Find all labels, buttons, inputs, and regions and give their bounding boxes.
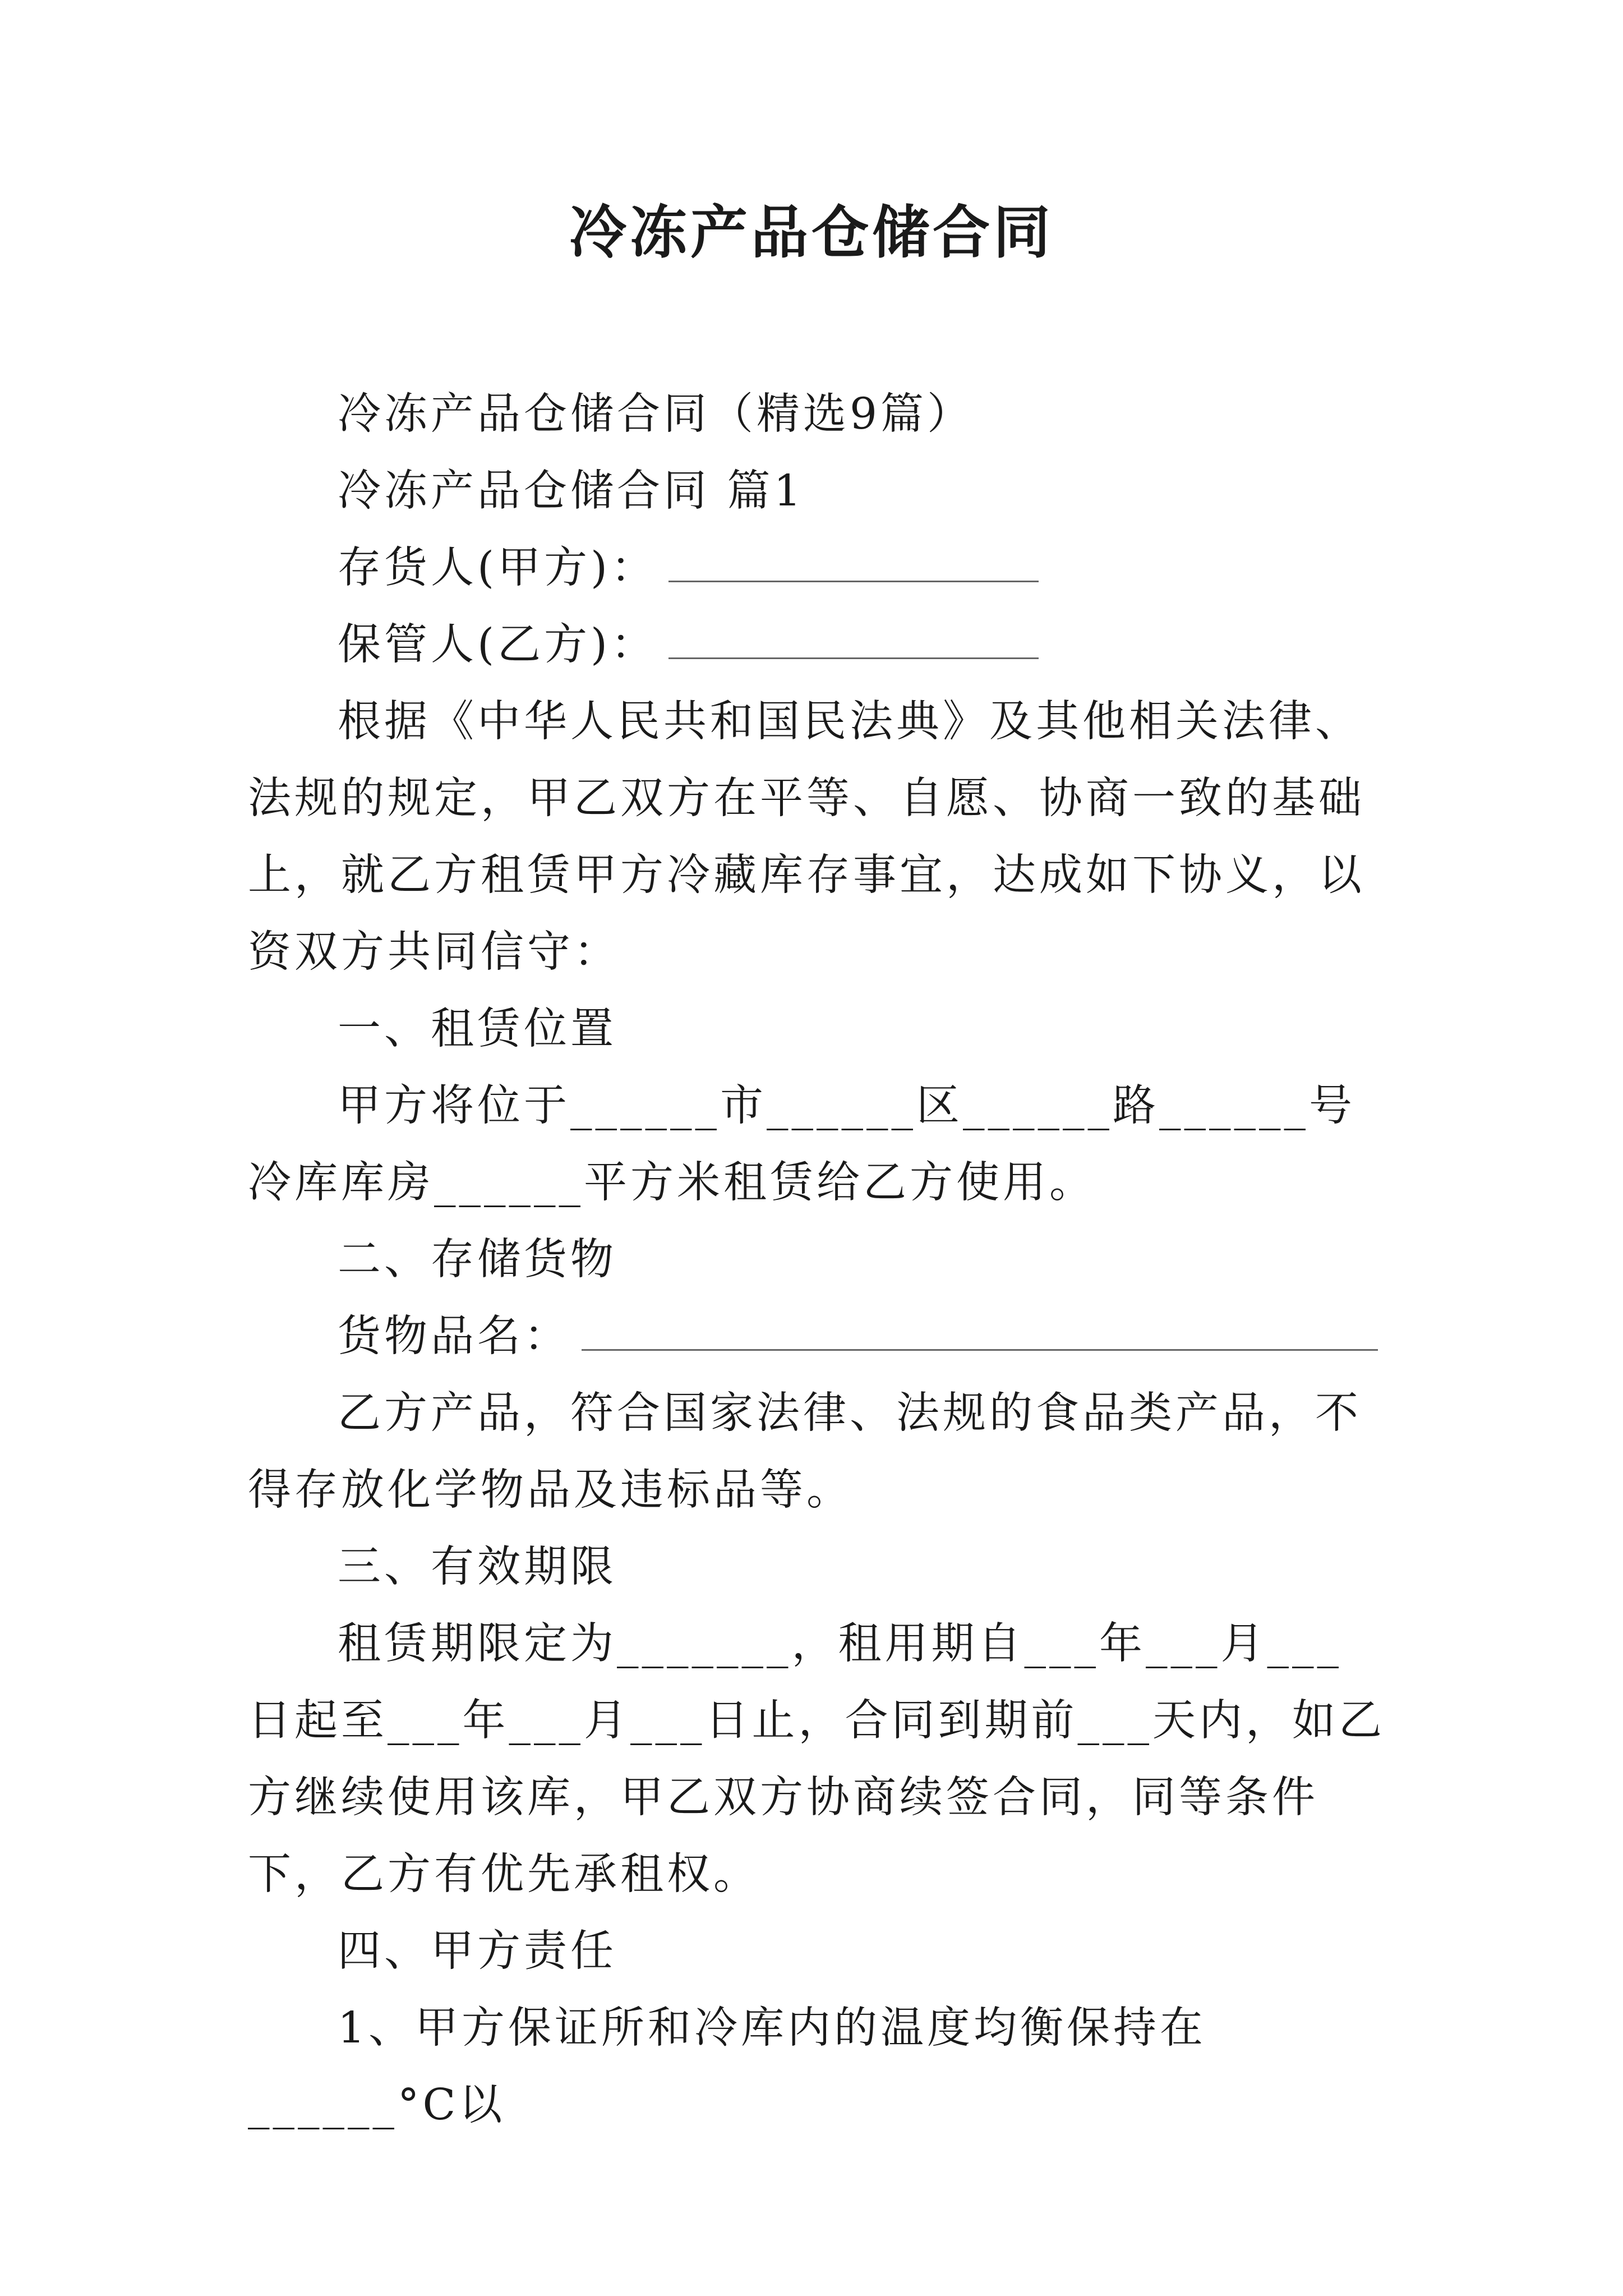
document-title: 冷冻产品仓储合同 (569, 199, 1054, 266)
section-3-heading: 三、有效期限 (338, 1542, 617, 1592)
depositor-line (248, 530, 1386, 606)
goods-line (248, 1298, 1386, 1375)
section-3-text: 租赁期限定为_______，租用期自___年___月___日起至___年___月___日止，合同到期前___天内，如乙方继续使用该库，甲乙双方协商续签合同，同等条件下，乙方有优先承租权。 (248, 1619, 1385, 1899)
section-4-heading: 四、甲方责任 (338, 1926, 617, 1976)
custodian-label: 保管人(乙方)： (338, 620, 658, 670)
subtitle: 冷冻产品仓储合同（精选9篇） (338, 389, 974, 439)
document-body (248, 376, 1386, 2143)
custodian-blank (668, 623, 1039, 659)
depositor-blank (668, 546, 1039, 582)
custodian-line (248, 606, 1386, 683)
section-1-text: 甲方将位于______市______区______路______号冷库库房______平方米租赁给乙方使用。 (248, 1081, 1355, 1208)
section-2-text: 乙方产品，符合国家法律、法规的食品类产品，不得存放化学物品及违标品等。 (248, 1388, 1362, 1515)
depositor-label: 存货人(甲方)： (338, 543, 658, 593)
goods-blank (582, 1314, 1378, 1351)
goods-label: 货物品名： (338, 1312, 570, 1361)
section-2-heading: 二、存储货物 (338, 1235, 617, 1285)
section-1-heading: 一、租赁位置 (338, 1004, 617, 1054)
preamble-paragraph: 根据《中华人民共和国民法典》及其他相关法律、法规的规定，甲乙双方在平等、自愿、协商一致的基础上，就乙方租赁甲方冷藏库存事宜，达成如下协义，以资双方共同信守： (248, 697, 1365, 977)
part-heading: 冷冻产品仓储合同 篇1 (338, 466, 805, 516)
section-4-item-1: 1、甲方保证所和冷库内的温度均衡保持在______°C以 (248, 2003, 1206, 2130)
